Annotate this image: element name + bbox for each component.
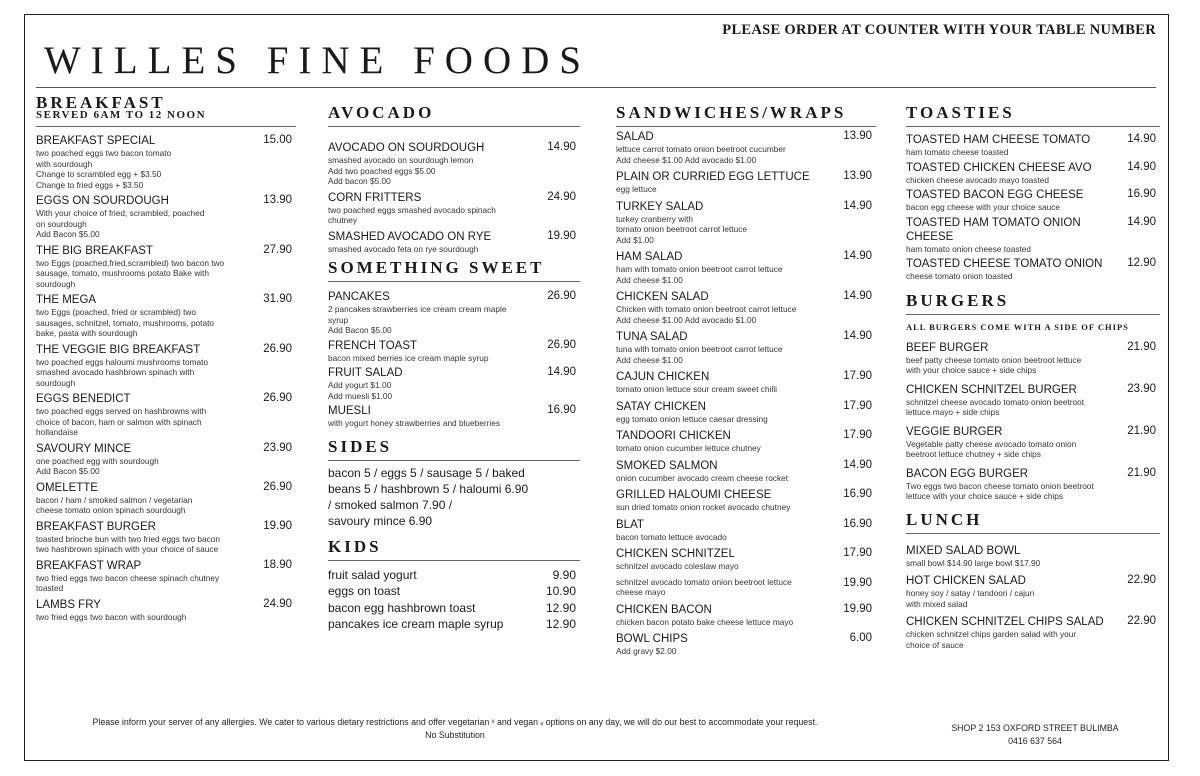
menu-item-name: SATAY CHICKEN <box>616 400 706 413</box>
menu-item-price: 24.90 <box>547 190 576 203</box>
menu-item-price: 14.90 <box>1127 133 1156 145</box>
menu-item-price: 26.90 <box>263 392 292 404</box>
menu-item-description: honey soy / satay / tandoori / cajun <box>906 588 1035 598</box>
menu-item-name: FRENCH TOAST <box>328 339 418 352</box>
menu-item-price: 26.90 <box>263 480 292 493</box>
menu-item-name: HOT CHICKEN SALAD <box>906 575 1026 587</box>
menu-item-description: two poached eggs haloumi mushrooms tomato <box>36 356 209 367</box>
menu-item <box>328 290 580 336</box>
menu-item-description: hollandaise <box>36 427 78 437</box>
menu-item-price: 16.90 <box>843 517 872 530</box>
breakfast-column <box>36 95 296 622</box>
menu-item-price: 26.90 <box>547 290 576 302</box>
menu-item-description: one poached egg with sourdough <box>36 455 159 466</box>
menu-item-name: FRUIT SALAD <box>328 367 403 379</box>
menu-item-name: MUESLI <box>328 405 371 417</box>
menu-item-description: beef patty cheese tomato onion beetroot lettuce <box>906 354 1082 365</box>
menu-item-price: 13.90 <box>843 130 872 142</box>
menu-item-name: GRILLED HALOUMI CHEESE <box>616 489 772 501</box>
menu-item-price: 26.90 <box>263 342 292 355</box>
menu-item-name: AVOCADO ON SOURDOUGH <box>328 142 485 154</box>
breakfast-title: BREAKFAST <box>36 93 166 112</box>
menu-item-description: Chicken with tomato onion beetroot carrot lettuce <box>616 304 797 314</box>
menu-item-price: 26.90 <box>547 338 576 351</box>
address-block <box>930 722 1140 748</box>
menu-item-price: 15.00 <box>263 134 292 146</box>
sweet-list <box>328 290 580 429</box>
sandwiches-list <box>616 130 876 657</box>
kids-item-name: fruit salad yogurt <box>328 567 417 582</box>
menu-item-name: SAVOURY MINCE <box>36 442 132 455</box>
menu-item-price: 16.90 <box>547 404 576 416</box>
menu-item <box>906 161 1160 186</box>
toasties-title: TOASTIES <box>906 103 1015 122</box>
menu-item <box>616 130 876 165</box>
menu-item-price: 24.90 <box>263 597 292 610</box>
menu-item-description: two poached eggs smashed avocado spinach <box>328 204 496 215</box>
order-instruction: PLEASE ORDER AT COUNTER WITH YOUR TABLE NUMBER <box>722 22 1156 38</box>
menu-item-description: toasted <box>36 583 64 593</box>
menu-item-price: 23.90 <box>263 441 292 454</box>
menu-item-description: bacon egg cheese with your choice sauce <box>906 202 1061 212</box>
kids-item-price: 12.90 <box>545 600 576 615</box>
menu-item <box>36 520 296 555</box>
menu-item-name: CHICKEN SALAD <box>616 291 709 303</box>
menu-item-description: Add muesli $1.00 <box>328 390 393 401</box>
menu-item-description: sourdough <box>36 377 76 388</box>
menu-item-name: PLAIN OR CURRIED EGG LETTUCE <box>616 171 810 183</box>
menu-item-name: TANDOORI CHICKEN <box>616 430 731 442</box>
menu-item-description: Add Bacon $5.00 <box>36 466 100 476</box>
menu-item-price: 21.90 <box>1127 424 1156 437</box>
menu-item-description: ham tomato cheese toasted <box>906 147 1009 157</box>
menu-item <box>906 615 1160 650</box>
menu-item <box>616 577 876 598</box>
menu-item-description: Change to scrambled egg + $3.50 <box>36 169 162 179</box>
menu-item-name: CORN FRITTERS <box>328 191 422 204</box>
menu-item-description: ham tomato onion cheese toasted <box>906 243 1031 254</box>
menu-item-price: 31.90 <box>263 293 292 305</box>
menu-item <box>616 518 876 543</box>
menu-item-price: 19.90 <box>547 229 576 242</box>
menu-item <box>616 429 876 454</box>
menu-item-name: BREAKFAST BURGER <box>36 520 156 533</box>
menu-item <box>906 574 1160 609</box>
menu-item-price: 21.90 <box>1127 340 1156 353</box>
menu-item-description: onion cucumber avocado cream cheese rocket <box>616 472 789 483</box>
menu-item <box>328 230 580 255</box>
burgers-list <box>906 341 1160 502</box>
sides-line: bacon 5 / eggs 5 / sausage 5 / baked <box>328 465 525 480</box>
avocado-sweet-column <box>328 95 580 633</box>
sweet-title: SOMETHING SWEET <box>328 258 545 277</box>
menu-item-description: syrup <box>328 314 349 325</box>
menu-item-name: TUNA SALAD <box>616 331 688 343</box>
menu-item <box>906 257 1160 282</box>
section-divider <box>328 460 580 461</box>
menu-item <box>616 370 876 395</box>
menu-item-name: TOASTED HAM CHEESE TOMATO <box>906 134 1091 146</box>
menu-item <box>36 194 296 240</box>
menu-item-description: Add $1.00 <box>616 234 654 245</box>
menu-item-price: 14.90 <box>843 458 872 471</box>
lunch-title: LUNCH <box>906 509 983 529</box>
menu-item-description: Add cheese $1.00 Add avocado $1.00 <box>616 314 757 325</box>
allergy-notice <box>40 716 870 742</box>
menu-item <box>328 191 580 226</box>
menu-item-description: chutney <box>328 215 358 225</box>
menu-item-name: EGGS BENEDICT <box>36 393 131 405</box>
section-divider <box>36 126 296 127</box>
menu-item-price: 12.90 <box>1127 257 1156 269</box>
menu-item-description: Add cheese $1.00 <box>616 274 683 285</box>
menu-item-name: BREAKFAST SPECIAL <box>36 135 156 147</box>
menu-item-description: Add cheese $1.00 Add avocado $1.00 <box>616 154 757 165</box>
kids-item-name: bacon egg hashbrown toast <box>328 600 476 615</box>
menu-item-name: MIXED SALAD BOWL <box>906 544 1021 557</box>
menu-item-description: cheese tomato onion toasted <box>906 271 1013 281</box>
menu-item-price: 17.90 <box>843 370 872 382</box>
menu-item <box>328 404 580 429</box>
menu-item-description: with yogurt honey strawberries and blueberries <box>328 418 501 428</box>
sides-line: beans 5 / hashbrown 5 / haloumi 6.90 <box>328 481 529 496</box>
menu-item-name: PANCAKES <box>328 291 390 303</box>
section-divider <box>328 126 580 127</box>
menu-item-price: 16.90 <box>843 488 872 500</box>
menu-item-price: 14.90 <box>843 290 872 302</box>
menu-item-name: CHICKEN BACON <box>616 603 712 616</box>
menu-item-name: HAM SALAD <box>616 251 683 263</box>
menu-item-description: smashed avocado hashbrown spinach with <box>36 367 195 377</box>
menu-item-description: two hashbrown spinach with your choice of sauce <box>36 544 219 554</box>
breakfast-list <box>36 134 296 622</box>
menu-item-description: sausage, tomato, mushrooms potato Bake with <box>36 268 209 278</box>
sandwiches-title: SANDWICHES/WRAPS <box>616 103 847 122</box>
restaurant-name: WILLES FINE FOODS <box>44 39 591 82</box>
menu-item-description: bacon / ham / smoked salmon / vegetarian <box>36 494 193 505</box>
menu-item-price: 19.90 <box>843 602 872 615</box>
menu-item-price: 14.90 <box>547 141 576 153</box>
menu-item-price: 18.90 <box>263 558 292 571</box>
kids-item <box>328 600 580 617</box>
menu-item-description: chicken cheese avocado mayo toasted <box>906 174 1049 185</box>
menu-item-name: CHICKEN SCHNITZEL CHIPS SALAD <box>906 616 1104 628</box>
menu-item <box>616 200 876 246</box>
menu-item-description: 2 pancakes strawberries ice cream cream maple <box>328 304 507 314</box>
kids-item-name: eggs on toast <box>328 584 401 598</box>
kids-list <box>328 567 580 633</box>
menu-item <box>36 293 296 339</box>
menu-item-description: tomato onion lettuce sour cream sweet chilli <box>616 384 777 394</box>
menu-item <box>906 467 1160 502</box>
menu-item-price: 27.90 <box>263 243 292 256</box>
section-divider <box>616 126 876 127</box>
sandwiches-column <box>616 95 876 657</box>
menu-item-description: sausages, schnitzel, tomato, mushrooms, potato <box>36 317 215 328</box>
menu-item <box>36 598 296 623</box>
menu-item-description: lettuce with your choice sauce + side chips <box>906 491 1064 501</box>
menu-item-name: CHICKEN SCHNITZEL BURGER <box>906 383 1077 396</box>
menu-item <box>36 442 296 477</box>
menu-item-description: two Eggs (poached,fried,scrambled) two bacon two <box>36 257 225 268</box>
menu-item-description: sun dried tomato onion rocket avocado chutney <box>616 502 791 512</box>
menu-item <box>616 290 876 325</box>
menu-item-description: lettuce mayo + side chips <box>906 407 1000 417</box>
menu-item-description: cheese mayo <box>616 587 666 597</box>
menu-item-description: smashed avocado on sourdough lemon <box>328 155 474 165</box>
menu-item-price: 17.90 <box>843 547 872 559</box>
menu-item-price: 14.90 <box>1127 215 1156 228</box>
menu-item-description: choice of sauce <box>906 639 964 650</box>
sides-line: savoury mince 6.90 <box>328 513 433 528</box>
section-divider <box>906 533 1160 534</box>
menu-item-description: Change to fried eggs + $3.50 <box>36 179 144 190</box>
section-divider <box>906 314 1160 315</box>
menu-item-name: BLAT <box>616 518 644 531</box>
menu-item <box>616 250 876 285</box>
menu-item-description: schnitzel cheese avocado tomato onion beetroot <box>906 396 1085 407</box>
menu-item-description: Add two poached eggs $5.00 <box>328 165 436 176</box>
menu-item-name: THE BIG BREAKFAST <box>36 244 153 257</box>
menu-item <box>616 400 876 425</box>
menu-item-description: lettuce carrot tomato onion beetroot cucumber <box>616 144 786 154</box>
menu-item <box>328 339 580 364</box>
menu-item-price: 22.90 <box>1127 574 1156 586</box>
menu-item-description: Vegetable patty cheese avocado tomato onion <box>906 438 1077 449</box>
kids-item <box>328 616 580 633</box>
menu-item-name: TOASTED CHEESE TOMATO ONION <box>906 258 1103 270</box>
menu-item-description: choice of bacon, ham or salmon with spinach <box>36 416 202 427</box>
menu-item-description: toasted brioche bun with two fried eggs two bacon <box>36 533 221 544</box>
menu-item-description: tomato onion cucumber lettuce chutney <box>616 443 761 453</box>
menu-item <box>36 134 296 190</box>
menu-item-description: egg lettuce <box>616 184 657 194</box>
menu-item-price: 14.90 <box>547 366 576 378</box>
menu-item-price: 17.90 <box>843 429 872 441</box>
menu-item-price: 14.90 <box>843 199 872 212</box>
menu-item-name: EGGS ON SOURDOUGH <box>36 195 169 207</box>
kids-item-price: 12.90 <box>545 617 576 631</box>
menu-item <box>906 216 1160 255</box>
menu-item-description: ham with tomato onion beetroot carrot lettuce <box>616 264 783 274</box>
menu-item-name: THE VEGGIE BIG BREAKFAST <box>36 343 201 356</box>
menu-item-name: OMELETTE <box>36 481 98 494</box>
menu-item-description: Add yogurt $1.00 <box>328 380 392 390</box>
menu-item-description: bacon mixed berries ice cream maple syrup <box>328 352 489 363</box>
burgers-title: BURGERS <box>906 290 1010 310</box>
address: SHOP 2 153 OXFORD STREET BULIMBA <box>951 723 1119 733</box>
avocado-list <box>328 141 580 254</box>
menu-item-description: small bowl $14.90 large bowl $17.90 <box>906 557 1041 568</box>
menu-item-description: two fried eggs two bacon cheese spinach chutney <box>36 572 220 583</box>
menu-item-description: bacon tomato lettuce avocado <box>616 531 727 542</box>
sides-list <box>328 465 580 529</box>
section-divider <box>328 560 580 561</box>
menu-item-price: 19.90 <box>843 576 872 589</box>
section-divider <box>906 126 1160 127</box>
menu-item-description: with sourdough <box>36 158 93 169</box>
menu-item <box>328 366 580 401</box>
lunch-list <box>906 544 1160 651</box>
menu-item-description: with mixed salad <box>906 598 968 609</box>
menu-item-name: CAJUN CHICKEN <box>616 371 710 383</box>
menu-item-description: Add Bacon $5.00 <box>328 325 392 335</box>
menu-item-name: SMOKED SALMON <box>616 459 718 472</box>
menu-item-price: 22.90 <box>1127 615 1156 627</box>
allergy-text: Please inform your server of any allergies. We cater to various dietary restrictions and offer vegetarian ᵛ and vegan ᵥ options on any day, we will do our best to accommodate your request. <box>92 717 818 727</box>
toasties-burgers-column <box>906 95 1160 650</box>
menu-item-description: turkey cranberry with <box>616 213 694 224</box>
menu-item-name: VEGGIE BURGER <box>906 425 1003 438</box>
kids-item-price: 10.90 <box>545 584 576 598</box>
menu-item-price: 19.90 <box>263 519 292 532</box>
menu-item-price: 21.90 <box>1127 466 1156 479</box>
menu-item-description: two poached eggs served on hashbrowns with <box>36 406 207 416</box>
menu-item-description: Two eggs two bacon cheese tomato onion beetroot <box>906 480 1094 491</box>
menu-item-name: SALAD <box>616 131 654 143</box>
menu-item-description: on sourdough <box>36 218 87 229</box>
breakfast-hours: SERVED 6AM TO 12 NOON <box>36 109 207 121</box>
menu-item <box>36 343 296 389</box>
menu-item-name: TOASTED BACON EGG CHEESE <box>906 189 1084 201</box>
menu-item-description: schnitzel avocado coleslaw mayo <box>616 561 739 571</box>
menu-item <box>906 188 1160 213</box>
menu-item-description: Add bacon $5.00 <box>328 176 391 186</box>
kids-item <box>328 567 580 584</box>
menu-item <box>616 632 876 657</box>
menu-item-description: Add Bacon $5.00 <box>36 229 100 239</box>
menu-item <box>36 481 296 516</box>
menu-item-price: 17.90 <box>843 399 872 412</box>
menu-item-description: sourdough <box>36 278 76 289</box>
menu-item-description: two fried eggs two bacon with sourdough <box>36 611 187 622</box>
menu-item-name: LAMBS FRY <box>36 598 101 611</box>
menu-item-description: beetroot lettuce chutney + side chips <box>906 449 1041 459</box>
menu-item-description: schnitzel avocado tomato onion beetroot lettuce <box>616 576 792 587</box>
menu-item-name: CHICKEN SCHNITZEL <box>616 548 735 560</box>
menu-item <box>36 392 296 438</box>
kids-item-price: 9.90 <box>552 567 576 582</box>
menu-item-name: SMASHED AVOCADO ON RYE <box>328 230 492 243</box>
menu-item-description: tuna with tomato onion beetroot carrot lettuce <box>616 344 783 354</box>
menu-item-description: two poached eggs two bacon tomato <box>36 148 172 158</box>
menu-item-name: BOWL CHIPS <box>616 633 688 645</box>
menu-item-price: 14.90 <box>843 250 872 262</box>
menu-item-price: 13.90 <box>843 170 872 182</box>
menu-item-price: 6.00 <box>849 632 872 644</box>
menu-item-description: smashed avocado feta on rye sourdough <box>328 243 479 254</box>
menu-item-description: bake, pasta with sourdough <box>36 328 138 338</box>
menu-item-name: BACON EGG BURGER <box>906 467 1029 480</box>
menu-item <box>36 559 296 594</box>
menu-item <box>906 425 1160 460</box>
menu-item-price: 13.90 <box>263 194 292 206</box>
sides-title: SIDES <box>328 436 393 456</box>
menu-item-description: egg tomato onion lettuce caesar dressing <box>616 413 768 424</box>
menu-item <box>906 383 1160 418</box>
menu-item-description: with your choice sauce + side chips <box>906 365 1037 375</box>
burgers-chips-note: ALL BURGERS COME WITH A SIDE OF CHIPS <box>906 321 1129 332</box>
menu-item-description: cheese tomato onion spinach sourdough <box>36 505 186 515</box>
phone-number: 0416 637 564 <box>1008 736 1062 746</box>
section-divider <box>328 281 580 282</box>
menu-item <box>36 244 296 290</box>
menu-item-description: Add cheese $1.00 <box>616 354 683 365</box>
kids-title: KIDS <box>328 536 382 556</box>
menu-item-description: Add gravy $2.00 <box>616 646 677 656</box>
menu-item-name: TOASTED CHICKEN CHEESE AVO <box>906 161 1092 174</box>
menu-item-price: 14.90 <box>1127 160 1156 173</box>
menu-item-name: BEEF BURGER <box>906 341 989 354</box>
menu-item <box>906 544 1160 569</box>
header-divider <box>36 87 1156 88</box>
menu-item <box>328 141 580 187</box>
menu-item-description: chicken schnitzel chips garden salad with your <box>906 629 1077 639</box>
kids-item <box>328 583 580 600</box>
toasties-list <box>906 133 1160 282</box>
menu-item <box>616 170 876 195</box>
menu-item <box>906 341 1160 376</box>
menu-item <box>616 547 876 572</box>
menu-item-description: With your choice of fried, scrambled, poached <box>36 208 205 218</box>
menu-item <box>616 488 876 513</box>
menu-item-description: chicken bacon potato bake cheese lettuce mayo <box>616 616 794 627</box>
menu-item-name: THE MEGA <box>36 294 97 306</box>
menu-item <box>906 133 1160 158</box>
kids-item-name: pancakes ice cream maple syrup <box>328 617 504 631</box>
menu-item-description: two Eggs (poached, fried or scrambled) two <box>36 307 197 317</box>
menu-item-name: BREAKFAST WRAP <box>36 559 142 572</box>
menu-item-description: tomato onion beetroot carrot lettuce <box>616 224 747 234</box>
sides-line: / smoked salmon 7.90 / <box>328 497 453 512</box>
menu-item <box>616 330 876 365</box>
menu-item-name: TOASTED HAM TOMATO ONION CHEESE <box>906 216 1081 243</box>
no-substitution: No Substitution <box>425 730 485 740</box>
menu-item-price: 14.90 <box>843 330 872 342</box>
menu-item-price: 16.90 <box>1127 188 1156 200</box>
menu-item <box>616 603 876 628</box>
menu-item <box>616 459 876 484</box>
avocado-title: AVOCADO <box>328 103 435 122</box>
menu-item-name: TURKEY SALAD <box>616 200 704 213</box>
menu-item-price: 23.90 <box>1127 382 1156 395</box>
